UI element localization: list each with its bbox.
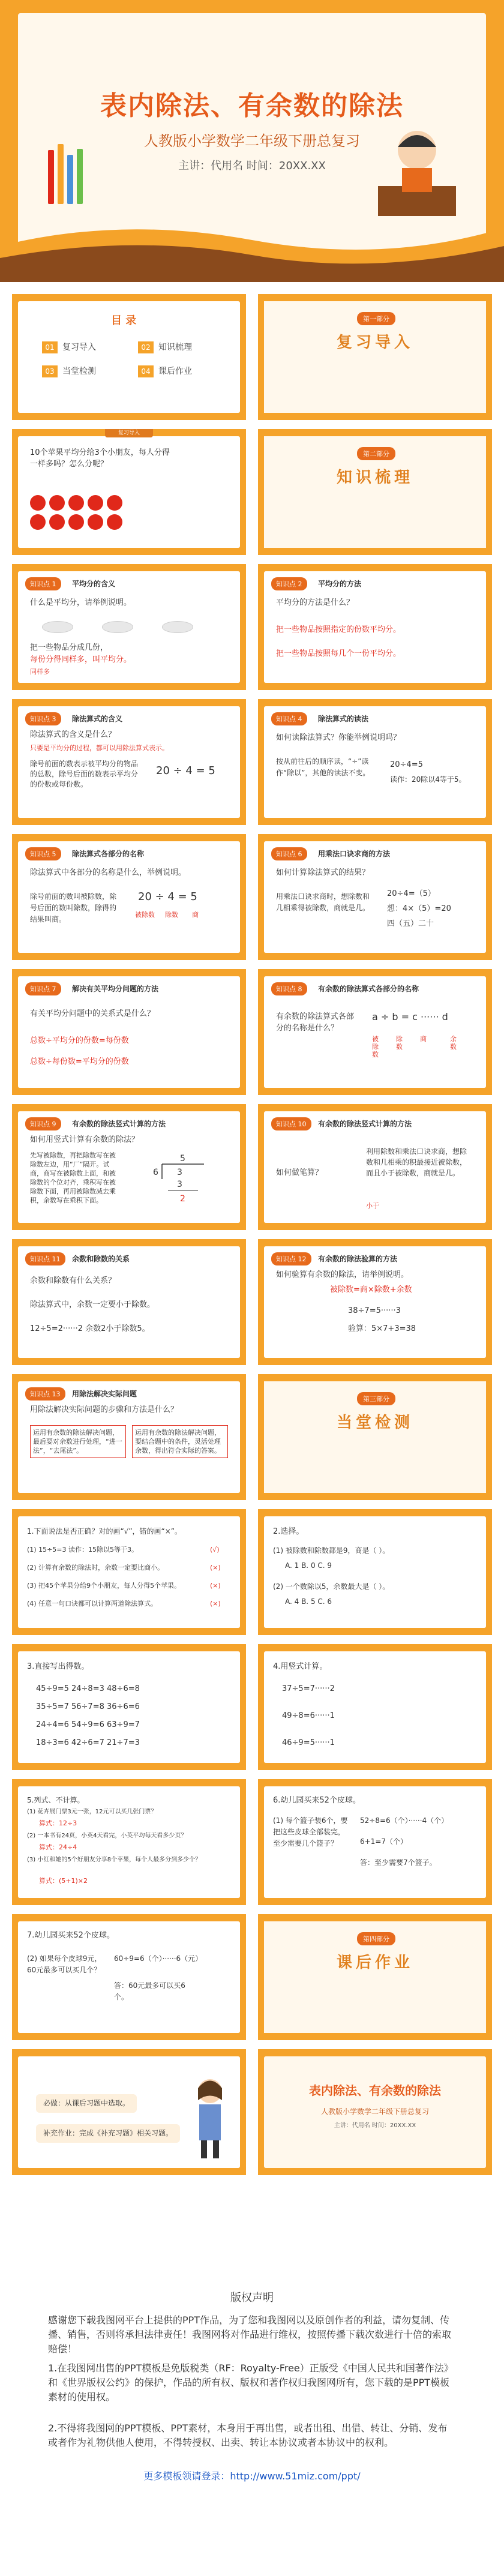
copyright-paragraph-3: 2.不得将我图网的PPT模板、PPT素材，本身用于再出售，或者出租、出借、转让、分销、发布或者作为礼物供他人使用，不得转授权、出卖、转让本协议或者本协议中的权利。 xyxy=(48,2422,448,2448)
cover-title: 表内除法、有余数的除法 xyxy=(100,91,404,121)
knowledge-slide-11 xyxy=(12,1239,246,1365)
copyright-title: 版权声明 xyxy=(230,2292,274,2304)
knowledge-title: 除法算式各部分的名称 xyxy=(72,850,145,858)
test-row-1: 45÷9=5 24÷8=3 48÷6=8 xyxy=(36,1684,140,1693)
section-slide-4 xyxy=(258,1914,492,2040)
knowledge-slide-12 xyxy=(258,1239,492,1365)
knowledge-number: 知识点 5 xyxy=(25,847,61,860)
test-question-1: (1) 花卉展门票3元一张，12元可以买几张门票？ xyxy=(27,1809,157,1815)
test-answer-2: 答：60元最多可以买6个。 xyxy=(114,1981,185,2001)
svg-text:6: 6 xyxy=(153,1168,158,1177)
label-remainder: 余数 xyxy=(450,1035,457,1051)
formula: 20 ÷ 4 = 5 xyxy=(156,764,215,777)
knowledge-number: 知识点 4 xyxy=(271,712,307,725)
test-answer-1: 52÷8=6（个）······4（个） xyxy=(360,1816,449,1825)
knowledge-number: 知识点 11 xyxy=(25,1252,65,1265)
label-dividend: 被除数 xyxy=(372,1035,379,1058)
knowledge-question: 什么是平均分，请举例说明。 xyxy=(30,598,132,607)
label-divisor: 除数 xyxy=(396,1035,403,1051)
test-title: 4.用竖式计算。 xyxy=(273,1662,328,1671)
knowledge-slide-9 xyxy=(12,1104,246,1230)
toc-slide xyxy=(12,294,246,420)
test-answer-2: 算式：24÷4 xyxy=(39,1843,77,1851)
formula-2: 总数÷每份数=平均分的份数 xyxy=(30,1057,129,1066)
test-slide-4 xyxy=(258,1644,492,1770)
end-slide xyxy=(258,2049,492,2175)
section-slide-3 xyxy=(258,1374,492,1500)
test-title: 6.幼儿园买来52个皮球。 xyxy=(273,1796,361,1805)
test-answer-3: 答：至少需要7个篮子。 xyxy=(360,1858,437,1867)
test-question-2: (2) 一个数除以5，余数最大是（ ）。 xyxy=(273,1582,390,1591)
knowledge-highlight: 同样多 xyxy=(30,668,50,676)
section-title: 知识梳理 xyxy=(336,469,413,487)
test-slide-6 xyxy=(258,1779,492,1905)
knowledge-question: 如何用竖式计算有余数的除法？ xyxy=(30,1135,140,1144)
example-2: 读作：20除以4等于5。 xyxy=(390,775,466,784)
test-question-3: (3) 小红和她的5个好朋友分享8个苹果，每个人最多分到多少个？ xyxy=(27,1857,202,1863)
test-mark-4: (×) xyxy=(210,1600,221,1608)
test-answer-2: 6+1=7（个） xyxy=(360,1837,408,1846)
section-part-label: 第二部分 xyxy=(357,447,395,460)
example-1: 20÷4=（5） xyxy=(387,889,436,898)
knowledge-answer-1: 把一些物品按照指定的份数平均分。 xyxy=(276,625,401,634)
formula: a ÷ b = c ······ d xyxy=(372,1011,448,1022)
knowledge-question: 如何做笔算？ xyxy=(276,1168,323,1177)
test-slide-3 xyxy=(12,1644,246,1770)
test-item-4: (4) 任意一句口诀都可以计算两道除法算式。 xyxy=(27,1600,158,1608)
section-slide-1 xyxy=(258,294,492,420)
knowledge-title: 用除法解决实际问题 xyxy=(72,1390,137,1398)
knowledge-slide-10 xyxy=(258,1104,492,1230)
example-3: 四（五）二十 xyxy=(387,919,434,928)
test-row-3: 24÷4=6 54÷9=6 63÷9=7 xyxy=(36,1720,140,1729)
knowledge-answer: 用乘法口诀求商时，想除数和几相乘得被除数，商就是几。 xyxy=(276,892,370,912)
knowledge-title: 除法算式的含义 xyxy=(72,715,123,723)
knowledge-title: 用乘法口诀求商的方法 xyxy=(318,850,391,858)
knowledge-slide-4 xyxy=(258,699,492,825)
test-row-4: 18÷3=6 42÷6=7 21÷7=3 xyxy=(36,1738,140,1747)
knowledge-title: 有余数的除法验算的方法 xyxy=(318,1255,398,1263)
knowledge-note: 只要是平均分的过程，都可以用除法算式表示。 xyxy=(30,744,169,752)
label-quotient: 商 xyxy=(420,1035,427,1043)
knowledge-slide-13 xyxy=(12,1374,246,1500)
section-part-label: 第三部分 xyxy=(357,1392,395,1405)
knowledge-number: 知识点 3 xyxy=(25,712,61,725)
test-expression-3: 46÷9=5······1 xyxy=(282,1738,335,1747)
copyright-link[interactable]: 更多模板领请登录：http://www.51miz.com/ppt/ xyxy=(143,2470,361,2482)
knowledge-answer-2: 每份分得同样多，叫平均分。 xyxy=(30,655,132,664)
knowledge-question: 除法算式中各部分的名称是什么，举例说明。 xyxy=(30,868,187,877)
knowledge-answer-2: 把一些物品按照每几个一份平均分。 xyxy=(276,649,401,658)
knowledge-title: 平均分的方法 xyxy=(318,580,362,588)
knowledge-answer: 除号前面的数叫被除数，除号后面的数叫除数，除得的结果叫商。 xyxy=(30,892,117,923)
section-title: 复习导入 xyxy=(336,334,413,352)
knowledge-answer: 按从前往后的顺序读，“÷”读作“除以”，其他的读法不变。 xyxy=(276,757,370,777)
knowledge-slide-8 xyxy=(258,969,492,1095)
knowledge-question: 有关平均分问题中的关系式是什么？ xyxy=(30,1009,155,1018)
test-answer-1: 60÷9=6（个）······6（元） xyxy=(114,1954,203,1963)
toc-heading: 目 录 xyxy=(111,314,137,327)
test-item-3: (3) 把45个苹果分给9个小朋友，每人分得5个苹果。 xyxy=(27,1582,181,1590)
test-row-2: 35÷5=7 56÷7=8 36÷6=6 xyxy=(36,1702,140,1711)
test-expression-1: 37÷5=7······2 xyxy=(282,1684,335,1693)
test-question-1: (1) 被除数和除数都是9，商是（ ）。 xyxy=(273,1546,390,1555)
test-title: 1.下面说法是否正确？对的画“√”，错的画“×”。 xyxy=(27,1527,182,1536)
toc-item-1[interactable]: 01 复习导入 xyxy=(42,341,96,353)
knowledge-slide-2 xyxy=(258,564,492,690)
knowledge-number: 知识点 1 xyxy=(25,577,61,590)
section-slide-2 xyxy=(258,429,492,555)
knowledge-title: 除法算式的读法 xyxy=(318,715,369,723)
label-quotient: 商 xyxy=(192,911,199,919)
knowledge-title: 平均分的含义 xyxy=(72,580,116,588)
knowledge-number: 知识点 12 xyxy=(271,1252,311,1265)
knowledge-number: 知识点 13 xyxy=(25,1387,65,1401)
copyright-paragraph-1: 感谢您下载我图网平台上提供的PPT作品，为了您和我图网以及原创作者的利益，请勿复制、传播、销售，否则将承担法律责任！我图网将对作品进行维权，按照传播下载次数进行十倍的索取赔偿！ xyxy=(48,2314,452,2355)
section-part-label: 第一部分 xyxy=(357,312,395,325)
knowledge-question: 如何计算除法算式的结果？ xyxy=(276,868,370,877)
knowledge-question: 如何验算有余数的除法，请举例说明。 xyxy=(276,1270,409,1279)
knowledge-slide-7 xyxy=(12,969,246,1095)
knowledge-question: 有余数的除法算式各部分的名称是什么？ xyxy=(276,1012,355,1033)
teacher-illustration xyxy=(186,2073,234,2163)
example-2: 想：4×（5）=20 xyxy=(387,904,451,913)
knowledge-number: 知识点 7 xyxy=(25,982,61,995)
homework-line-2: 补充作业：完成《补充习题》相关习题。 xyxy=(36,2124,180,2143)
test-mark-2: (×) xyxy=(210,1564,221,1572)
example-1: 38÷7=5······3 xyxy=(348,1306,401,1315)
section-part-label: 第四部分 xyxy=(357,1932,395,1945)
knowledge-answer-1: 把一些物品分成几份， xyxy=(30,643,109,652)
knowledge-number: 知识点 10 xyxy=(271,1117,311,1130)
long-division-diagram xyxy=(144,1152,216,1206)
test-slide-1 xyxy=(12,1509,246,1635)
homework-line-1: 必做：从课后习题中选取。 xyxy=(36,2094,137,2113)
copyright-footer xyxy=(0,2271,504,2576)
knowledge-question: 如何读除法算式？你能举例说明吗？ xyxy=(276,733,401,742)
knowledge-answer-1: 除法算式中，余数一定要小于除数。 xyxy=(30,1300,155,1309)
knowledge-answer-2: 12÷5=2······2 余数2小于除数5。 xyxy=(30,1324,150,1333)
test-slide-5 xyxy=(12,1779,246,1905)
example-2: 验算：5×7+3=38 xyxy=(348,1324,416,1333)
student-illustration xyxy=(372,120,462,222)
formula-1: 总数÷平均分的份数=每份数 xyxy=(30,1036,129,1045)
homework-slide xyxy=(12,2049,246,2175)
test-question: (1) 每个篮子装6个，要把这些皮球全部装完，至少需要几个篮子？ xyxy=(273,1816,348,1848)
test-item-1: (1) 15÷5=3 读作：15除以5等于3。 xyxy=(27,1546,138,1554)
knowledge-title: 余数和除数的关系 xyxy=(72,1255,130,1263)
cover-subtitle: 人教版小学数学二年级下册总复习 xyxy=(144,133,360,149)
test-mark-1: (√) xyxy=(210,1546,220,1554)
test-expression-2: 49÷8=6······1 xyxy=(282,1711,335,1720)
knowledge-answer-2: 运用有余数的除法解决问题，要结合题中的条件，灵活处理余数，得出符合实际的答案。 xyxy=(132,1425,228,1458)
test-answer-3: 算式：(5+1)×2 xyxy=(39,1877,88,1885)
knowledge-answer: 除号前面的数表示被平均分的物品的总数，除号后面的数表示平均分的份数或每份数。 xyxy=(30,760,139,788)
formula: 被除数=商×除数+余数 xyxy=(330,1285,412,1294)
knowledge-question: 平均分的方法是什么？ xyxy=(276,598,355,607)
test-item-2: (2) 计算有余数的除法时，余数一定要比商小。 xyxy=(27,1564,164,1572)
section-title: 课后作业 xyxy=(336,1954,413,1972)
knowledge-question: 用除法解决实际问题的步骤和方法是什么？ xyxy=(30,1405,179,1414)
test-title: 5.列式、不计算。 xyxy=(27,1796,85,1804)
knowledge-number: 知识点 6 xyxy=(271,847,307,860)
test-answer-1: 算式：12÷3 xyxy=(39,1819,77,1827)
knowledge-highlight: 小于 xyxy=(366,1202,379,1210)
cover-slide xyxy=(0,0,504,282)
svg-text:3: 3 xyxy=(177,1180,182,1189)
section-title: 当堂检测 xyxy=(336,1414,413,1432)
test-title: 2.选择。 xyxy=(273,1527,304,1536)
end-title: 表内除法、有余数的除法 xyxy=(309,2083,441,2098)
label-divisor: 除数 xyxy=(165,911,178,919)
knowledge-number: 知识点 2 xyxy=(271,577,307,590)
test-title: 3.直接写出得数。 xyxy=(27,1662,89,1671)
knowledge-title: 有余数的除法竖式计算的方法 xyxy=(72,1120,166,1128)
knowledge-slide-3 xyxy=(12,699,246,825)
cover-meta: 主讲：代用名 时间：20XX.XX xyxy=(178,160,326,172)
test-question: (2) 如果每个皮球9元，60元最多可以买几个？ xyxy=(27,1954,102,1974)
copyright-paragraph-2: 1.在我图网出售的PPT模板是免版税类（RF：Royalty-Free）正版受《中国人民共和国著作法》和《世界版权公约》的保护，作品的所有权、版权和著作权归我图网所有，您下载的是PPT模板素材的使用权。 xyxy=(48,2362,454,2403)
intro-slide xyxy=(12,429,246,555)
test-options-2: A. 4 B. 5 C. 6 xyxy=(285,1597,332,1606)
knowledge-title: 有余数的除法算式各部分的名称 xyxy=(318,985,419,993)
intro-question: 10个苹果平均分给3个小朋友，每人分得一样多吗？怎么分呢？ xyxy=(30,448,170,469)
test-mark-3: (×) xyxy=(210,1582,221,1590)
example-1: 20÷4=5 xyxy=(390,760,423,769)
knowledge-slide-6 xyxy=(258,834,492,960)
formula: 20 ÷ 4 = 5 xyxy=(138,890,197,903)
svg-text:3: 3 xyxy=(177,1168,182,1177)
knowledge-answer: 先写被除数，再把除数写在被除数左边，用“厂”隔开。试商，商写在被除数上面，和被除数的个位对齐，乘积写在被除数下面，再用被除数减去乘积，余数写在乘积下面。 xyxy=(30,1151,116,1204)
knowledge-question: 除法算式的含义是什么？ xyxy=(30,730,116,739)
knowledge-title: 有余数的除法竖式计算的方法 xyxy=(318,1120,412,1128)
test-title: 7.幼儿园买来52个皮球。 xyxy=(27,1931,115,1940)
end-meta: 主讲：代用名 时间：20XX.XX xyxy=(334,2122,416,2129)
test-slide-7 xyxy=(12,1914,246,2040)
knowledge-title: 解决有关平均分问题的方法 xyxy=(72,985,159,993)
knowledge-slide-1 xyxy=(12,564,246,690)
end-subtitle: 人教版小学数学二年级下册总复习 xyxy=(320,2107,429,2116)
knowledge-number: 知识点 8 xyxy=(271,982,307,995)
knowledge-number: 知识点 9 xyxy=(25,1117,61,1130)
test-question-2: (2) 一本书有24页，小英4天看完，小英平均每天看多少页？ xyxy=(27,1833,187,1839)
slide-tag: 复习导入 xyxy=(105,429,153,437)
knowledge-slide-5 xyxy=(12,834,246,960)
svg-text:5: 5 xyxy=(180,1154,185,1163)
knowledge-answer: 利用除数和乘法口诀求商，想除数和几相乘的积最接近被除数，而且小于被除数，商就是几。 xyxy=(366,1147,467,1177)
label-dividend: 被除数 xyxy=(135,911,155,919)
knowledge-question: 余数和除数有什么关系？ xyxy=(30,1276,116,1285)
toc-item-2[interactable]: 02 知识梳理 xyxy=(138,341,192,353)
toc-item-3[interactable]: 03 当堂检测 xyxy=(42,365,96,377)
test-options-1: A. 1 B. 0 C. 9 xyxy=(285,1561,332,1570)
svg-text:2: 2 xyxy=(180,1194,185,1204)
test-slide-2 xyxy=(258,1509,492,1635)
knowledge-answer-1: 运用有余数的除法解决问题，最后要对余数进行处理，“进一法”，“去尾法”。 xyxy=(30,1425,126,1458)
toc-item-4[interactable]: 04 课后作业 xyxy=(138,365,192,377)
